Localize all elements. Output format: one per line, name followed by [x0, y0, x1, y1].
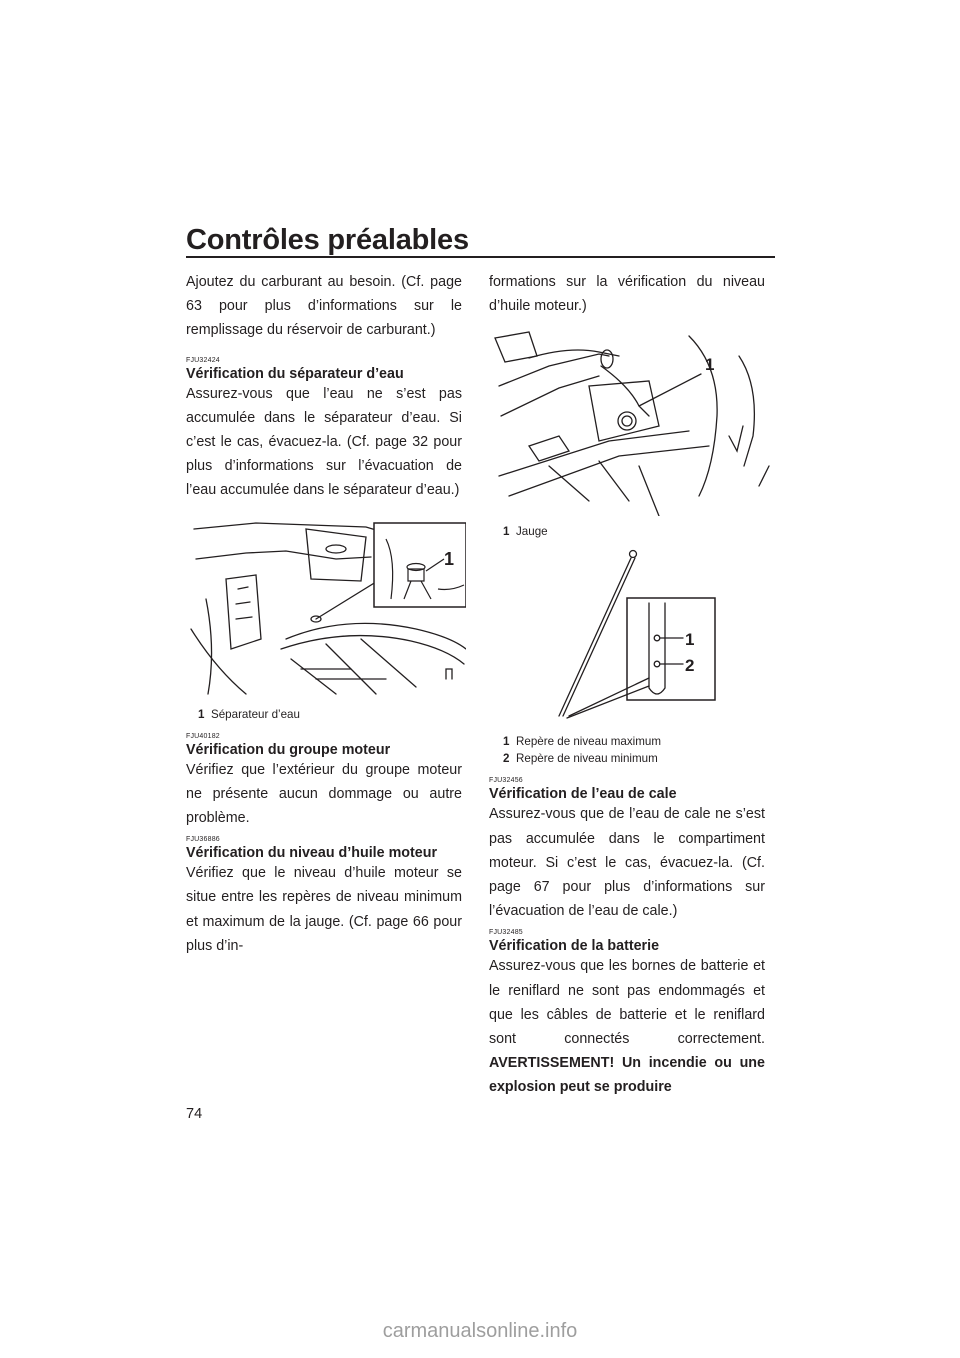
page-title: Contrôles préalables	[186, 224, 469, 256]
title-rule	[186, 256, 775, 258]
caption-max-level	[489, 733, 765, 750]
dipstick-location-illustration	[489, 326, 773, 516]
section-code: FJU40182	[186, 732, 220, 740]
caption-min-level	[489, 750, 765, 767]
water-separator-illustration	[186, 519, 466, 699]
caption-text: Séparateur d’eau	[211, 707, 300, 721]
caption-number: 1	[198, 707, 205, 721]
section-body-water-separator: Assurez-vous que l’eau ne s’est pas accumulée dans le séparateur d’eau. Si c’est le cas, évacuez-la. (Cf. page 32 pour plus d’informations sur l’évacuation de l’eau accumulée dans le séparateur d’eau.)	[186, 385, 462, 499]
left-column	[186, 270, 462, 958]
figure-water-separator	[186, 519, 462, 723]
section-heading-battery: Vérification de la batterie	[489, 938, 660, 955]
warning-text: AVERTISSEMENT! Un incendie ou une explosion peut se produire	[489, 1055, 765, 1096]
section-code: FJU32485	[489, 929, 523, 937]
section-heading-engine-unit: Vérification du groupe moteur	[186, 741, 391, 758]
section-heading-water-separator: Vérification du séparateur d’eau	[186, 365, 404, 382]
callout-1: 1	[705, 355, 715, 375]
callout-1: 1	[444, 548, 455, 569]
section-body-engine-unit: Vérifiez que l’extérieur du groupe moteur ne présente aucun dommage ou autre problème.	[186, 761, 462, 827]
right-column	[489, 270, 765, 1100]
section-code: FJU32424	[186, 356, 220, 364]
page-number: 74	[186, 1106, 203, 1122]
dipstick-levels-illustration	[489, 548, 773, 728]
caption-text: Jauge	[516, 525, 548, 539]
caption-text: Repère de niveau minimum	[516, 752, 658, 766]
intro-paragraph: Ajoutez du carburant au besoin. (Cf. page 63 pour plus d’informations sur le remplissage du réservoir de carburant.)	[186, 274, 462, 339]
section-body-battery	[489, 954, 765, 1099]
footer-watermark: carmanualsonline.info	[382, 1320, 578, 1342]
callout-1: 1	[685, 630, 695, 650]
caption-dipstick	[489, 523, 765, 540]
section-body-engine-oil: Vérifiez que le niveau d’huile moteur se situe entre les repères de niveau minimum et maximum de la jauge. (Cf. page 66 pour plus d’in-	[186, 865, 462, 954]
figure-dipstick-location	[489, 326, 765, 540]
battery-body-text: Assurez-vous que les bornes de batterie et le reniflard ne sont pas endommagés et que les câbles de batterie et le reniflard sont connectés correctement.	[489, 958, 765, 1048]
section-body-bilge-water: Assurez-vous que de l’eau de cale ne s’est pas accumulée dans le compartiment moteur. Si c’est le cas, évacuez-la. (Cf. page 67 pour plus d’informations sur l’évacuation de l’eau de cale.)	[489, 806, 765, 920]
caption-number: 1	[503, 525, 510, 539]
section-heading-engine-oil: Vérification du niveau d’huile moteur	[186, 845, 438, 862]
caption-number: 2	[503, 752, 510, 766]
caption-number: 1	[503, 735, 510, 749]
section-heading-bilge-water: Vérification de l’eau de cale	[489, 786, 677, 803]
section-code: FJU36886	[186, 836, 220, 844]
figure-dipstick-levels	[489, 548, 765, 767]
section-code: FJU32456	[489, 777, 523, 785]
continued-paragraph: formations sur la vérification du niveau d’huile moteur.)	[489, 274, 765, 315]
caption-text: Repère de niveau maximum	[516, 735, 661, 749]
callout-2: 2	[685, 656, 695, 676]
caption-water-separator	[186, 706, 462, 723]
inset-box	[374, 523, 466, 607]
